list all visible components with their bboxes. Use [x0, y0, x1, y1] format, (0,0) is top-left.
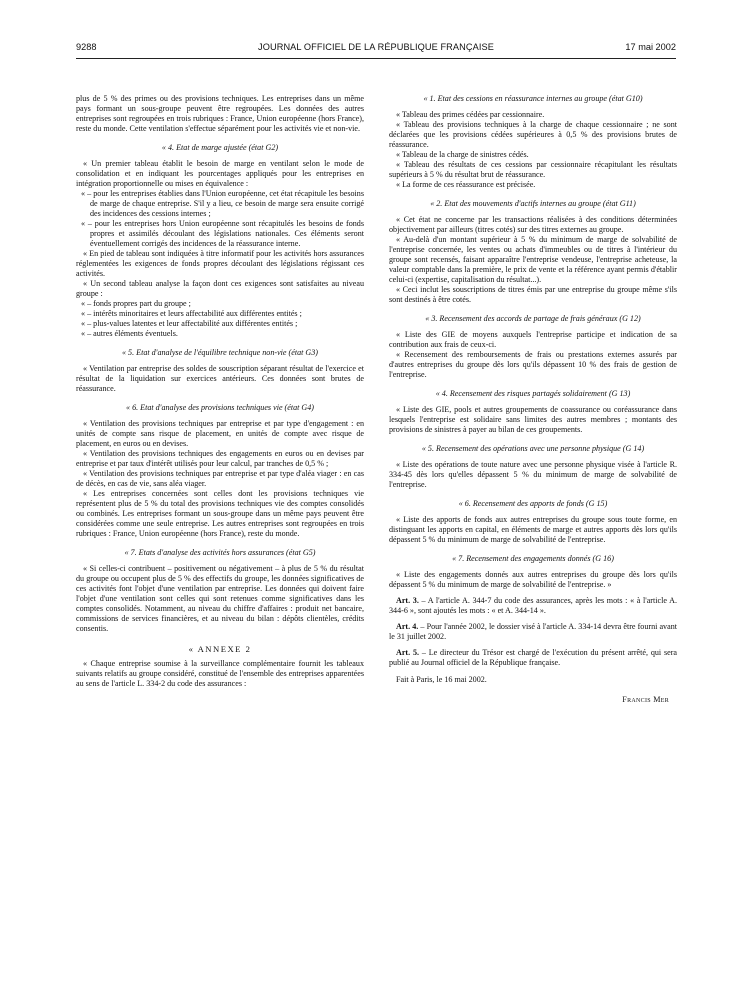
- section-heading: « 6. Recensement des apports de fonds (G 15): [458, 499, 608, 508]
- paragraph: « Si celles-ci contribuent – positivement ou négativement – à plus de 5 % du résultat du groupe ou occupent plus de 5 % des effectifs du groupe, les données significatives de ces activités font l'objet d'une ventilation par entreprise. Les données qui doivent faire l'objet d'une ventilation sont celles qui sont retenues comme significatives dans les comptes consolidés. Notamment, au niveau du chiffre d'affaires : produit net bancaire, commissions de services financières, et au niveau du bilan : dépôts clientèles, crédits consentis.: [76, 564, 364, 633]
- list-item: « – pour les entreprises hors Union européenne sont récapitulés les besoins de fonds propres et assimilés découlant des législations nationales. Ces éléments seront éventuellement corrigés des incidences de la réassurance interne.: [81, 219, 364, 248]
- section-heading: « 7. Etats d'analyse des activités hors assurances (état G5): [124, 548, 316, 557]
- section-heading: « 6. Etat d'analyse des provisions techniques vie (état G4): [126, 403, 314, 412]
- paragraph: « Ceci inclut les souscriptions de titres émis par une entreprise du groupe même s'ils sont destinés à être cotés.: [389, 285, 677, 304]
- page-header: [76, 42, 676, 56]
- paragraph: « Chaque entreprise soumise à la surveillance complémentaire fournit les tableaux suivants relatifs au groupe considéré, constitué de l'ensemble des entreprises apparentées au sens de l'article L. 334-2 du code des assurances :: [76, 659, 364, 688]
- page-number: 9288: [76, 42, 97, 52]
- section-heading: « 7. Recensement des engagements donnés (G 16): [452, 554, 614, 563]
- paragraph: « Un premier tableau établit le besoin de marge en ventilant selon le mode de consolidation et en indiquant les pourcentages appliqués pour les entreprises en intégration proportionnelle ou mises en équivalence :: [76, 159, 364, 188]
- article-label: Art. 4.: [396, 622, 419, 631]
- list-item: « – autres éléments éventuels.: [81, 329, 178, 338]
- annex-heading: « ANNEXE 2: [188, 644, 252, 654]
- paragraph: « Tableau des résultats de ces cessions par cessionnaire récapitulant les résultats supérieurs à 5 % du résultat brut de réassurance.: [389, 160, 677, 179]
- signatory: Francis Mer: [622, 695, 669, 704]
- paragraph: « Recensement des remboursements de frais ou prestations externes assurés par d'autres entreprises du groupe dès lors qu'ils dépassent 10 % des frais de gestion de l'entreprise.: [389, 350, 677, 379]
- section-heading: « 1. Etat des cessions en réassurance internes au groupe (état G10): [423, 94, 643, 103]
- paragraph: « La forme de ces réassurance est précisée.: [396, 180, 536, 189]
- paragraph: « Un second tableau analyse la façon dont ces exigences sont satisfaites au niveau groupe :: [76, 279, 364, 298]
- section-heading: « 3. Recensement des accords de partage de frais généraux (G 12): [425, 314, 641, 323]
- section-heading: « 5. Recensement des opérations avec une personne physique (G 14): [421, 444, 645, 453]
- signature-date: Fait à Paris, le 16 mai 2002.: [396, 675, 487, 684]
- section-heading: « 4. Etat de marge ajustée (état G2): [161, 143, 279, 152]
- article-5: [389, 648, 677, 668]
- article-text: – Pour l'année 2002, le dossier visé à l'article A. 334-14 devra être fourni avant le 31 juillet 2002.: [389, 622, 677, 641]
- paragraph: « Liste des apports de fonds aux autres entreprises du groupe sous toute forme, en distinguant les apports en capital, en éléments de marge et autres apports dès lors qu'ils dépassent 5 % du minimum de marge de solvabilité de l'entreprise.: [389, 515, 677, 544]
- header-rule: [76, 58, 676, 59]
- paragraph: « Ventilation par entreprise des soldes de souscription séparant résultat de l'exercice et résultat de la liquidation sur exercices antérieurs. Ces données sont brutes de réassurance.: [76, 364, 364, 393]
- paragraph: « Liste des engagements donnés aux autres entreprises du groupe dès lors qu'ils dépassent 5 % du minimum de marge de solvabilité de l'entreprise. »: [389, 570, 677, 589]
- paragraph: « Liste des GIE, pools et autres groupements de coassurance ou coréassurance dans lesquels l'entreprise est solidaire sans limites des autres membres ; montants des provisions de sinistres à payer au bilan de ces groupements.: [389, 405, 677, 434]
- paragraph: « Ventilation des provisions techniques par entreprise et par type d'aléa viager : en cas de décès, en cas de vie, sans aléa viager.: [76, 469, 364, 488]
- list-item: « – intérêts minoritaires et leurs affectabilité aux différentes entités ;: [81, 309, 302, 318]
- paragraph: « En pied de tableau sont indiquées à titre informatif pour les activités hors assurances réglementées les exigences de fonds propres découlant des législations régissant ces activités.: [76, 249, 364, 278]
- publication-date: 17 mai 2002: [625, 42, 676, 52]
- paragraph: « Liste des GIE de moyens auxquels l'entreprise participe et indication de sa contribution aux frais de ceux-ci.: [389, 330, 677, 349]
- paragraph: « Liste des opérations de toute nature avec une personne physique visée à l'article R. 334-45 dès lors qu'elles dépassent 5 % du minimum de marge de solvabilité de l'entreprise.: [389, 460, 677, 489]
- paragraph: plus de 5 % des primes ou des provisions techniques. Les entreprises dans un même pays formant un sous-groupe peuvent être regroupées. Les données des autres entreprises sont regroupées en trois rubriques : France, Union européenne (hors France), reste du monde. Cette ventilation s'effectue séparément pour les activités vie et non-vie.: [76, 94, 364, 133]
- section-heading: « 2. Etat des mouvements d'actifs internes au groupe (état G11): [430, 199, 636, 208]
- paragraph: « Ventilation des provisions techniques par entreprise et par type d'engagement : en unités de compte sans risque de placement, en unités de compte avec risque de placement, en euros ou en devises.: [76, 419, 364, 448]
- paragraph: « Tableau des provisions techniques à la charge de chaque cessionnaire ; ne sont déclarées que les provisions cédées supérieures à 0,5 % des provisions brutes de réassurance.: [389, 120, 677, 149]
- left-column: [76, 94, 364, 689]
- paragraph: « Cet état ne concerne par les transactions réalisées à des conditions déterminées objectivement par ailleurs (titres cotés) sur des titres externes au groupe.: [389, 215, 677, 234]
- list-item: « – fonds propres part du groupe ;: [81, 299, 191, 308]
- section-heading: « 5. Etat d'analyse de l'équilibre technique non-vie (état G3): [121, 348, 318, 357]
- article-text: – Le directeur du Trésor est chargé de l'exécution du présent arrêté, qui sera publié au Journal officiel de la République française.: [389, 648, 677, 667]
- paragraph: « Les entreprises concernées sont celles dont les provisions techniques vie représentent plus de 5 % du total des provisions techniques vie des comptes consolidés ou combinés. Les entreprises formant un sous-groupe dans un même pays peuvent être considérées comme une seule entreprise. Les autres entreprises sont regroupées en trois rubriques : France, Union européenne (hors France), reste du monde.: [76, 489, 364, 538]
- list-item: « – pour les entreprises établies dans l'Union européenne, cet état récapitule les besoins de marge de chaque entreprise. S'il y a lieu, ce besoin de marge sera ensuite corrigé des incidences des cessions internes ;: [81, 189, 364, 218]
- article-label: Art. 3.: [396, 596, 419, 605]
- section-heading: « 4. Recensement des risques partagés solidairement (G 13): [435, 389, 631, 398]
- article-3: [389, 596, 677, 616]
- article-text: – A l'article A. 344-7 du code des assurances, après les mots : « à l'article A. 344-6 », sont ajoutés les mots : « et A. 344-14 ».: [389, 596, 678, 615]
- paragraph: « Ventilation des provisions techniques des engagements en euros ou en devises par entreprise et par taux d'intérêt utilisés pour leur calcul, par tranches de 0,5 % ;: [76, 449, 364, 468]
- paragraph: « Tableau de la charge de sinistres cédés.: [396, 150, 529, 159]
- paragraph: « Au-delà d'un montant supérieur à 5 % du minimum de marge de solvabilité de l'entreprise concernée, les ventes ou achats d'immeubles ou de titres à l'intérieur du groupe sont recensés, faisant apparaître l'entreprise vendeuse, l'entreprise acheteuse, la valeur comptable dans la première, le prix de vente et la référence ayant permis d'établir celui-ci (expertise, capitalisation du résultat...).: [389, 235, 677, 284]
- article-4: [389, 622, 677, 642]
- list-item: « – plus-values latentes et leur affectabilité aux différentes entités ;: [81, 319, 298, 328]
- right-column: [389, 94, 677, 705]
- journal-title: JOURNAL OFFICIEL DE LA RÉPUBLIQUE FRANÇAISE: [258, 42, 494, 52]
- paragraph: « Tableau des primes cédées par cessionnaire.: [396, 110, 545, 119]
- article-label: Art. 5.: [396, 648, 420, 657]
